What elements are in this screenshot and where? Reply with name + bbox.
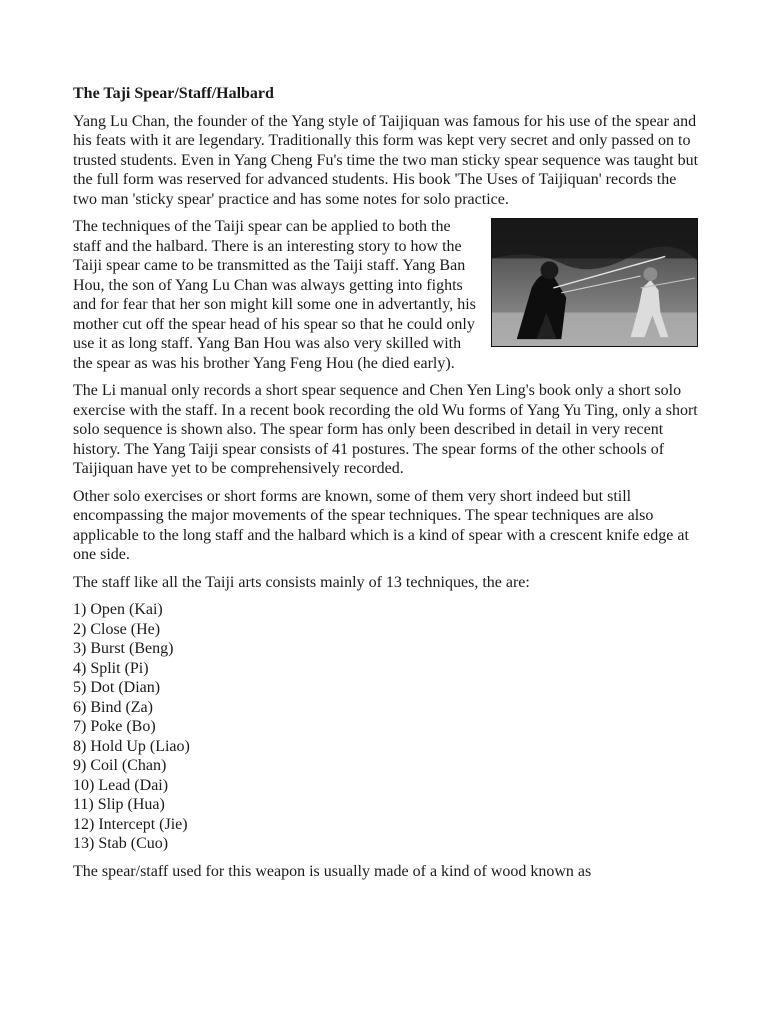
spear-sparring-photo xyxy=(491,218,698,347)
paragraph-intro: Yang Lu Chan, the founder of the Yang style of Taijiquan was famous for his use of the spear and his feats with it are legendary. Traditionally this form was kept very secret and only passed on to trusted students. Even in Yang Cheng Fu's time the two man sticky spear sequence was taught but the full form was reserved for advanced students. His book 'The Uses of Taijiquan' records the two man 'sticky spear' practice and has some notes for solo practice. xyxy=(73,112,699,208)
paragraph-story-text: The techniques of the Taiji spear can be applied to both the staff and the halbard. There is an interesting story to how the Taiji spear came to be transmitted as the Taiji staff. Yang Ban Hou, the son of Yang Lu Chan was always getting into fights and for fear that her son might kill some one in advertantly, his mother cut off the spear head of his spear so that he could only use it as long staff. Yang Ban Hou was also very skilled with the spear as was his brother Yang Feng Hou (he died early). xyxy=(73,218,476,372)
technique-item: 7) Poke (Bo) xyxy=(73,718,156,735)
paragraph-solo-exercises: Other solo exercises or short forms are known, some of them very short indeed but still encompassing the major movements of the spear techniques. The spear techniques are also applicable to the long staff and the halbard which is a kind of spear with a crescent knife edge at one side. xyxy=(73,487,689,563)
photo-graphic xyxy=(492,219,697,346)
paragraph-thirteen-intro: The staff like all the Taiji arts consists mainly of 13 techniques, the are: xyxy=(73,573,530,591)
technique-item: 10) Lead (Dai) xyxy=(73,776,169,794)
document-heading: The Taji Spear/Staff/Halbard xyxy=(73,85,274,102)
technique-item: 12) Intercept (Jie) xyxy=(73,815,188,833)
technique-item: 2) Close (He) xyxy=(73,620,161,638)
techniques-list xyxy=(73,600,698,854)
technique-item: 8) Hold Up (Liao) xyxy=(73,737,190,755)
technique-item: 13) Stab (Cuo) xyxy=(73,835,169,852)
paragraph-story xyxy=(73,217,698,373)
paragraph-manuals: The Li manual only records a short spear sequence and Chen Yen Ling's book only a short solo exercise with the staff. In a recent book recording the old Wu forms of Yang Yu Ting, only a short solo sequence is shown also. The spear form has only been described in detail in very recent history. The Yang Taiji spear consists of 41 postures. The spear forms of the other schools of Taijiquan have yet to be comprehensively recorded. xyxy=(73,382,698,477)
technique-item: 1) Open (Kai) xyxy=(73,601,163,618)
technique-item: 11) Slip (Hua) xyxy=(73,796,165,813)
technique-item: 4) Split (Pi) xyxy=(73,659,149,677)
technique-item: 5) Dot (Dian) xyxy=(73,679,161,696)
technique-item: 9) Coil (Chan) xyxy=(73,757,167,774)
technique-item: 3) Burst (Beng) xyxy=(73,640,174,657)
technique-item: 6) Bind (Za) xyxy=(73,698,153,716)
paragraph-wood: The spear/staff used for this weapon is usually made of a kind of wood known as xyxy=(73,862,592,880)
